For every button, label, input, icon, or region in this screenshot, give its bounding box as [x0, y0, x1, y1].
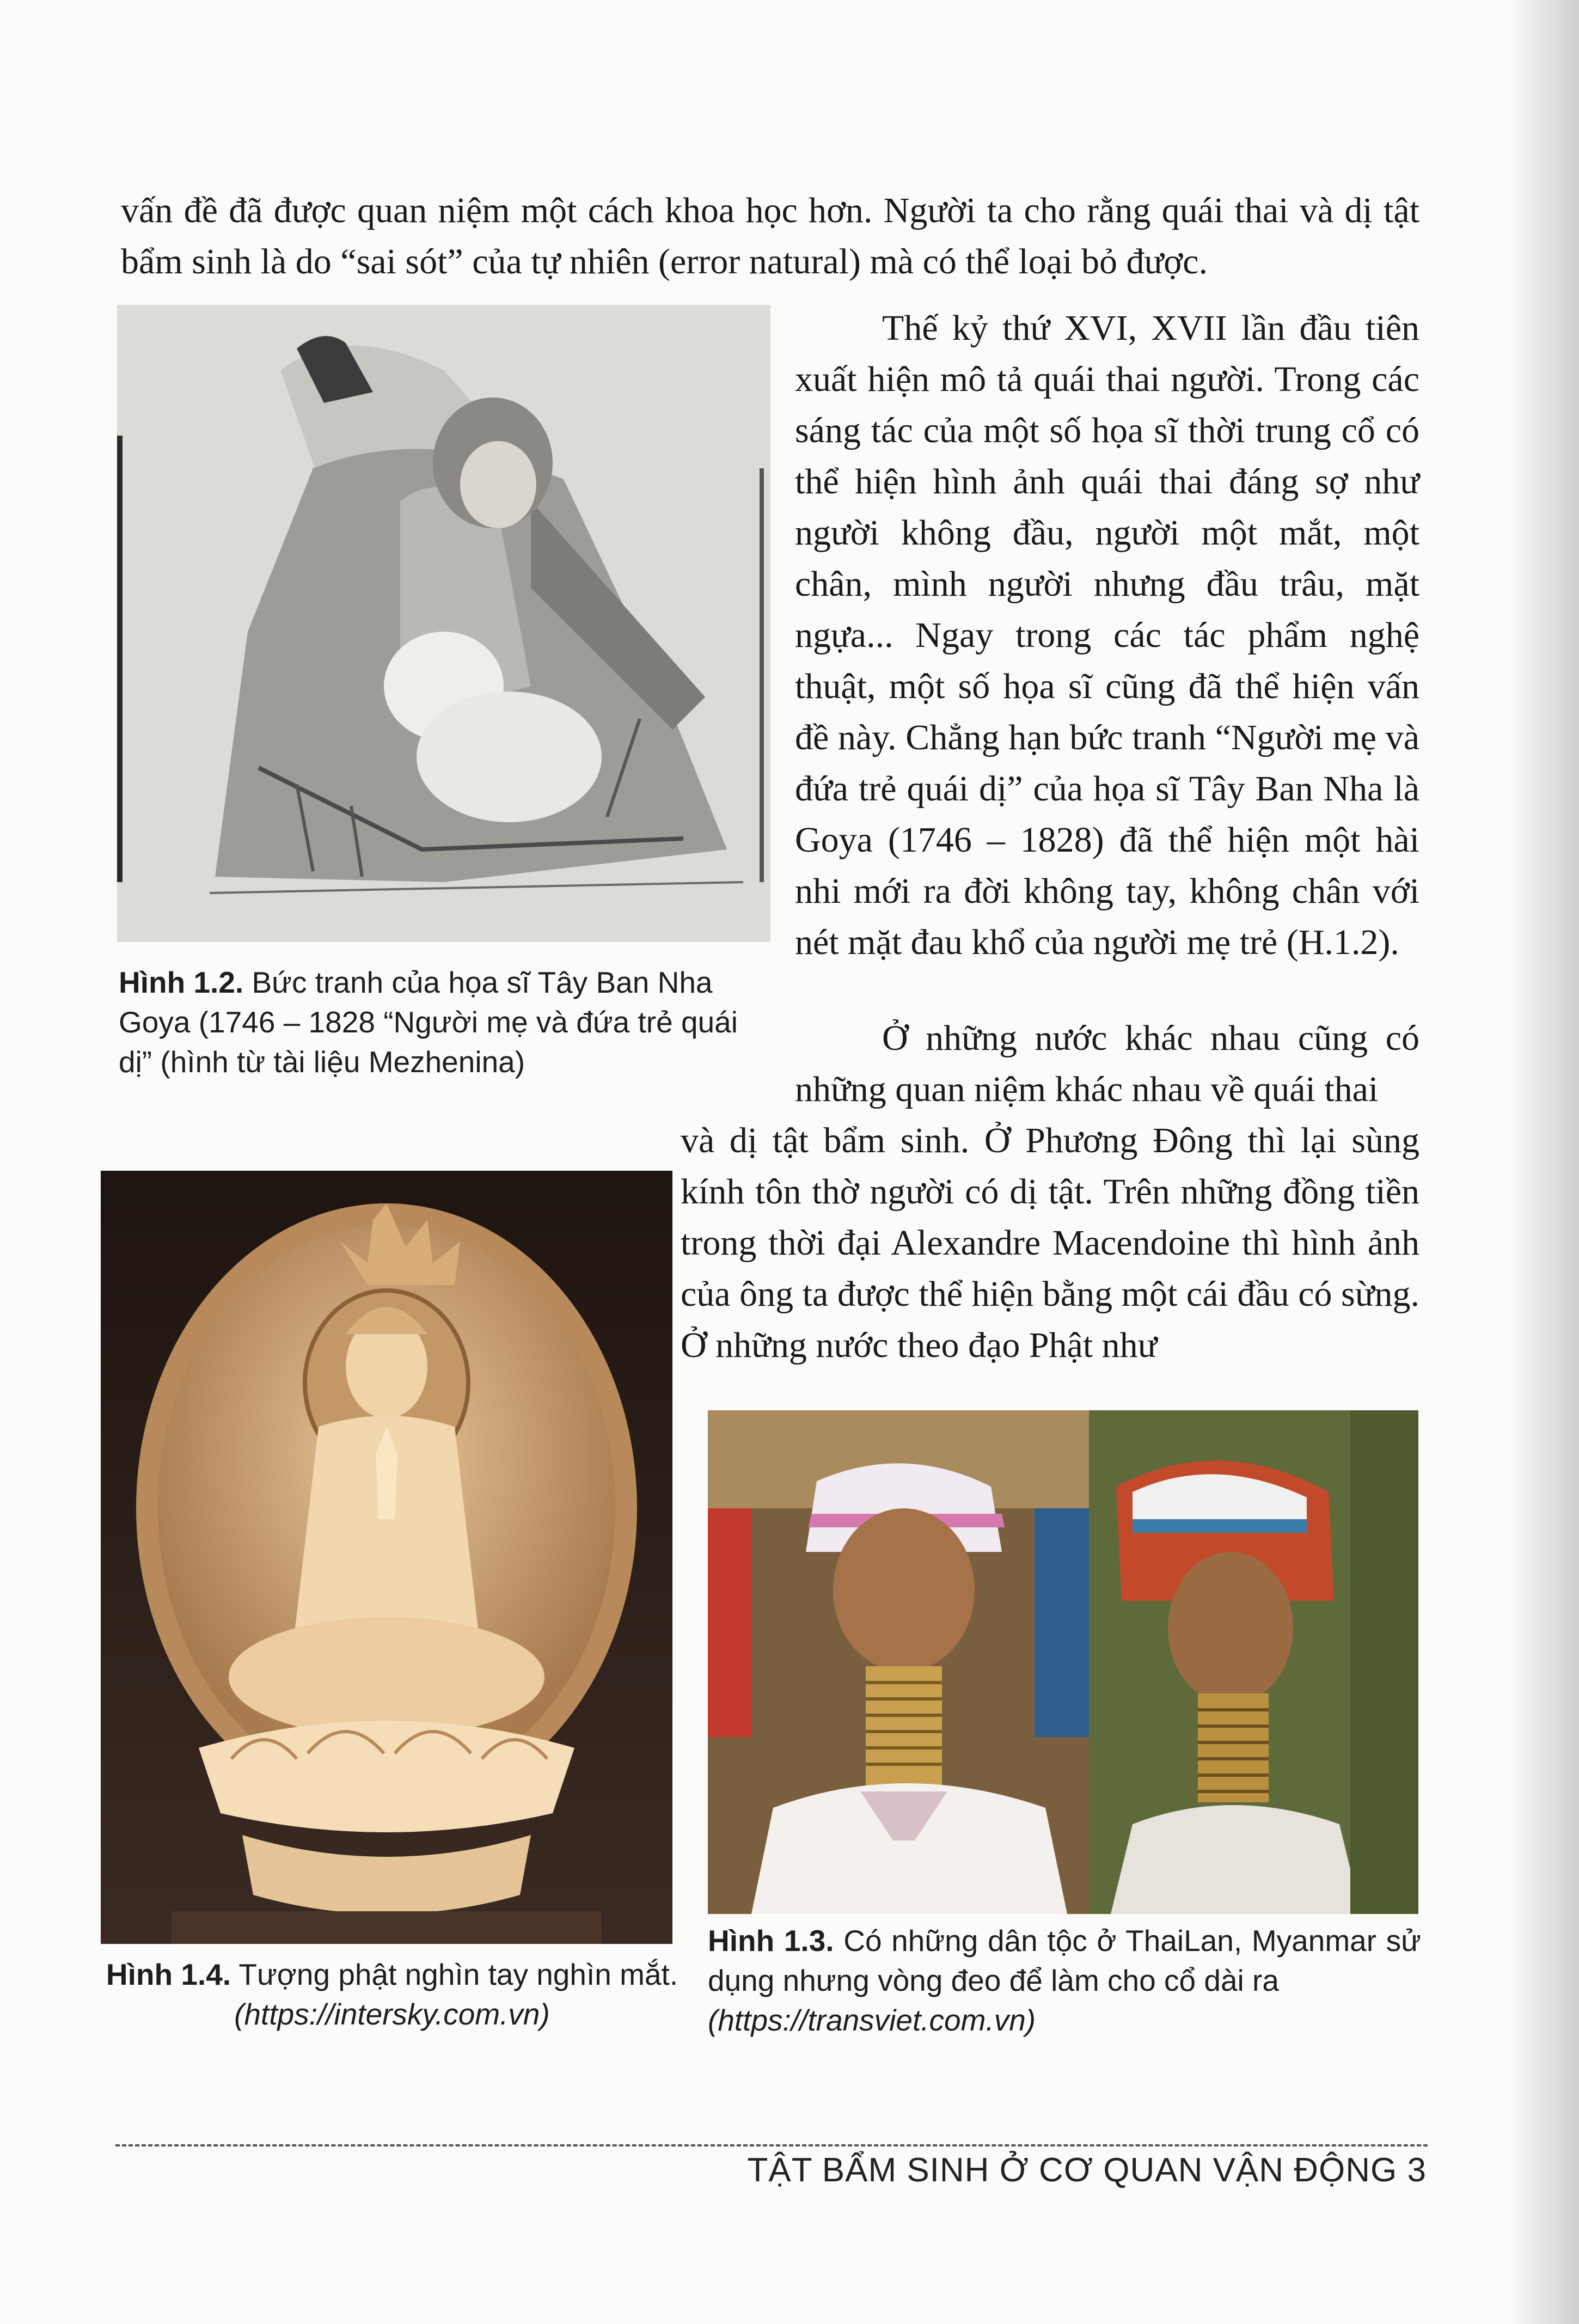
- page-edge-shadow: [1508, 0, 1579, 2324]
- paragraph-cultures-start: Ở những nước khác nhau cũng có những quan niệm khác nhau về quái thai: [795, 1018, 1419, 1109]
- figure-1-4-caption: [98, 1955, 686, 2034]
- goya-painting-image: [117, 305, 770, 942]
- figure-1-4-source: (https://intersky.com.vn): [234, 1997, 550, 2031]
- figure-1-4-label: Hình 1.4.: [106, 1958, 231, 1991]
- figure-1-2-caption: [119, 963, 756, 1082]
- figure-1-3-caption: [708, 1921, 1421, 2040]
- running-footer: [748, 2151, 1427, 2190]
- figure-1-2-text: Bức tranh của họa sĩ Tây Ban Nha Goya (1746 – 1828 “Người mẹ và đứa trẻ quái dị” (hình từ tài liệu Mezhenina): [119, 965, 738, 1079]
- figure-1-2-label: Hình 1.2.: [119, 965, 244, 999]
- thousand-arm-buddha-image: [101, 1171, 672, 1944]
- paragraph-cultures-continued: và dị tật bẩm sinh. Ở Phương Đông thì lại sùng kính tôn thờ người có dị tật. Trên những đồng tiền trong thời đại Alexandre Macendoine thì hình ảnh của ông ta được thể hiện bằng một cái đầu có sừng. Ở những nước theo đạo Phật như: [681, 1121, 1419, 1365]
- page-number: 3: [1407, 2151, 1427, 2189]
- footer-title: TẬT BẨM SINH Ở CƠ QUAN VẬN ĐỘNG: [747, 2151, 1398, 2189]
- long-neck-women-image: [708, 1410, 1418, 1914]
- footer-divider: [115, 2144, 1428, 2146]
- figure-1-3-text: Có những dân tộc ở ThaiLan, Myanmar sử dụng nhưng vòng đeo để làm cho cổ dài ra: [708, 1924, 1421, 1997]
- paragraph-history: Thế kỷ thứ XVI, XVII lần đầu tiên xuất hiện mô tả quái thai người. Trong các sáng tác của một số họa sĩ thời trung cổ có thể hiện hình ảnh quái thai đáng sợ như người không đầu, người một mắt, một chân, mình người nhưng đầu trâu, mặt ngựa... Ngay trong các tác phẩm nghệ thuật, một số họa sĩ cũng đã thể hiện vấn đề này. Chẳng hạn bức tranh “Người mẹ và đứa trẻ quái dị” của họa sĩ Tây Ban Nha là Goya (1746 – 1828) đã thể hiện một hài nhi mới ra đời không tay, không chân với nét mặt đau khổ của người mẹ trẻ (H.1.2).: [795, 308, 1419, 962]
- figure-1-3-source: (https://transviet.com.vn): [708, 2003, 1036, 2037]
- figure-1-3-label: Hình 1.3.: [708, 1924, 834, 1958]
- figure-1-4-text: Tượng phật nghìn tay nghìn mắt.: [238, 1958, 678, 1991]
- paragraph-intro: vấn đề đã được quan niệm một cách khoa học hơn. Người ta cho rằng quái thai và dị tật bẩm sinh là do “sai sót” của tự nhiên (error natural) mà có thể loại bỏ được.: [121, 191, 1419, 282]
